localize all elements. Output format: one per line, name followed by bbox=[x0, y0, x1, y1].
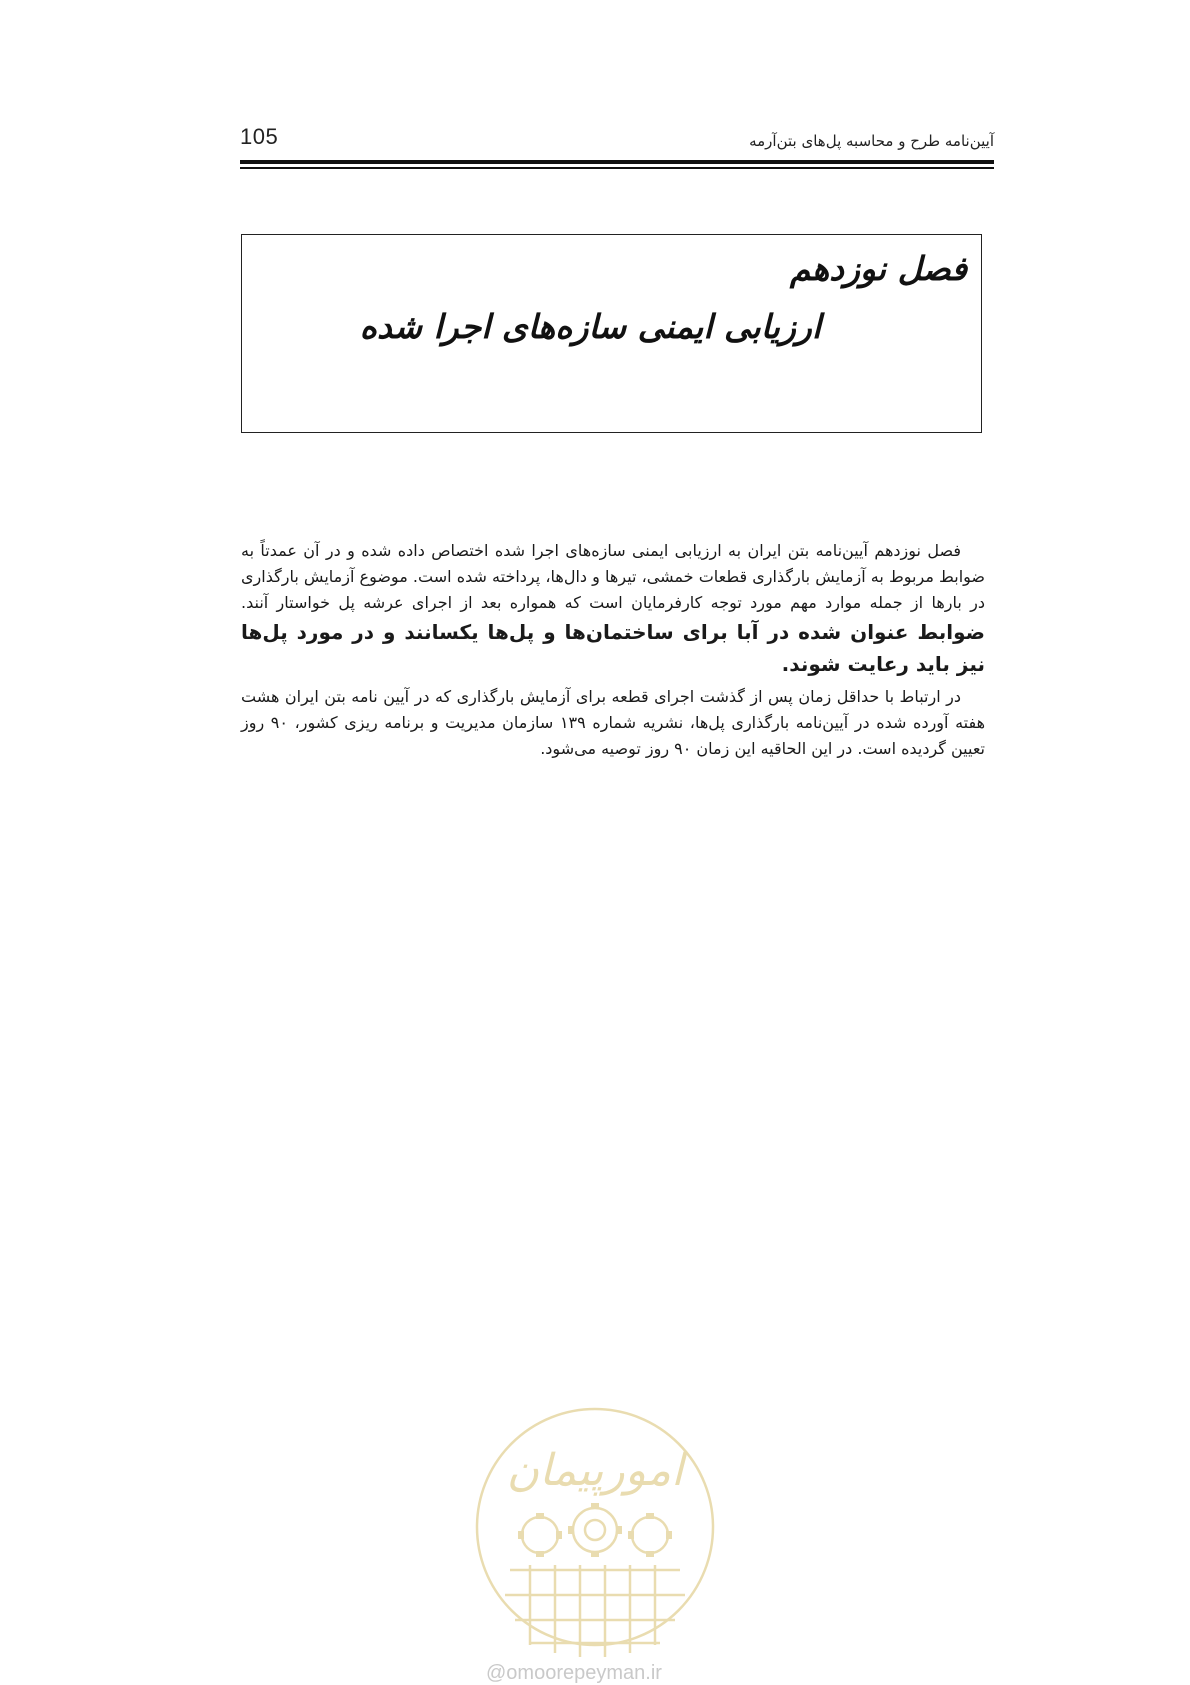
paragraph-1-emphasis: ضوابط عنوان شده در آبا برای ساختمان‌ها و پل‌ها یکسانند و در مورد پل‌ها نیز باید رعایت شوند. bbox=[241, 619, 985, 676]
watermark-url: @omoorepeyman.ir bbox=[486, 1662, 662, 1684]
header-rule-thick bbox=[240, 160, 994, 164]
header-rule-thin bbox=[240, 167, 994, 169]
running-header-title: آیین‌نامه طرح و محاسبه پل‌های بتن‌آرمه bbox=[749, 132, 994, 150]
chapter-title: ارزیابی ایمنی سازه‌های اجرا شده bbox=[359, 307, 821, 346]
chapter-title-box bbox=[241, 234, 982, 433]
paragraph-1-text: فصل نوزدهم آیین‌نامه بتن ایران به ارزیابی ایمنی سازه‌های اجرا شده اختصاص داده شده و در آن عمدتاً به ضوابط مربوط به آزمایش بارگذاری قطعات خمشی، تیرها و دال‌ها، پرداخته شده است. موضوع آزمایش بارگذاری در بارها از جمله موارد مهم مورد توجه کارفرمایان است که همواره بعد از اجرای عرشه پل خواستار آنند. bbox=[241, 541, 985, 612]
page-number: 105 bbox=[240, 124, 279, 149]
body-text bbox=[241, 538, 985, 761]
watermark-logo-text: امورپیمان bbox=[506, 1445, 684, 1496]
paragraph-1 bbox=[241, 538, 985, 680]
chapter-label: فصل نوزدهم bbox=[789, 249, 967, 288]
paragraph-2: در ارتباط با حداقل زمان پس از گذشت اجرای قطعه برای آزمایش بارگذاری که در آیین نامه بتن ایران هشت هفته آورده شده در آیین‌نامه بارگذاری پل‌ها، نشریه شماره ۱۳۹ سازمان مدیریت و برنامه ریزی کشور، ۹۰ روز تعیین گردیده است. در این الحاقیه این زمان ۹۰ روز توصیه می‌شود. bbox=[241, 686, 986, 758]
watermark-logo bbox=[470, 1395, 720, 1660]
